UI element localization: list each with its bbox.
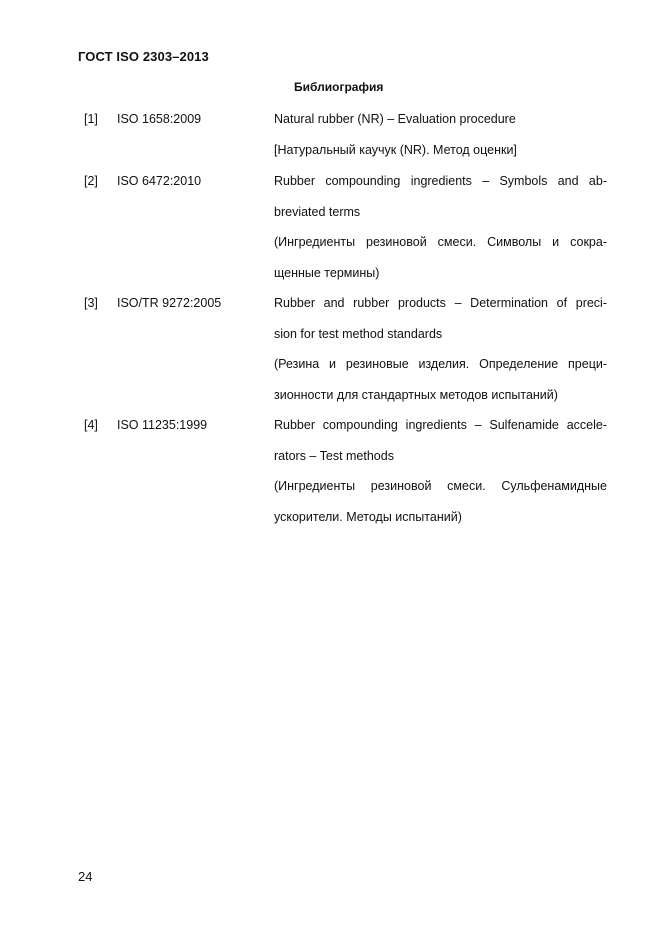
entry-line: Natural rubber (NR) – Evaluation procedure xyxy=(274,112,516,126)
entry-description xyxy=(274,166,607,288)
document-header: ГОСТ ISO 2303–2013 xyxy=(78,49,209,64)
entry-description xyxy=(274,104,607,165)
entry-line: (Резина и резиновые изделия. Определение преци- xyxy=(274,357,607,371)
entry-line: (Ингредиенты резиновой смеси. Сульфенамидные xyxy=(274,479,607,493)
entry-number: [4] xyxy=(84,418,98,432)
entry-line: (Ингредиенты резиновой смеси. Символы и сокра- xyxy=(274,235,607,249)
entry-line: ускорители. Методы испытаний) xyxy=(274,509,462,524)
entry-number: [3] xyxy=(84,296,98,310)
entry-code: ISO 11235:1999 xyxy=(117,418,208,432)
page-number: 24 xyxy=(78,869,93,884)
entry-line: [Натуральный каучук (NR). Метод оценки] xyxy=(274,142,517,157)
entry-line: Rubber compounding ingredients – Sulfenamide accele- xyxy=(274,418,607,432)
bibliography-title: Библиография xyxy=(294,80,384,94)
entry-code: ISO 6472:2010 xyxy=(117,174,202,188)
entry-line: Rubber compounding ingredients – Symbols and ab- xyxy=(274,174,607,188)
entry-line: breviated terms xyxy=(274,204,361,219)
entry-number: [1] xyxy=(84,112,98,126)
entry-line: щенные термины) xyxy=(274,265,380,280)
entry-number: [2] xyxy=(84,174,98,188)
entry-code: ISO 1658:2009 xyxy=(117,112,202,126)
entry-line: зионности для стандартных методов испытаний) xyxy=(274,387,558,402)
entry-code: ISO/TR 9272:2005 xyxy=(117,296,222,310)
entry-description xyxy=(274,410,607,532)
entry-line: Rubber and rubber products – Determination of preci- xyxy=(274,296,607,310)
entry-line: rators – Test methods xyxy=(274,448,394,463)
entry-description xyxy=(274,288,607,410)
entry-line: sion for test method standards xyxy=(274,326,443,341)
